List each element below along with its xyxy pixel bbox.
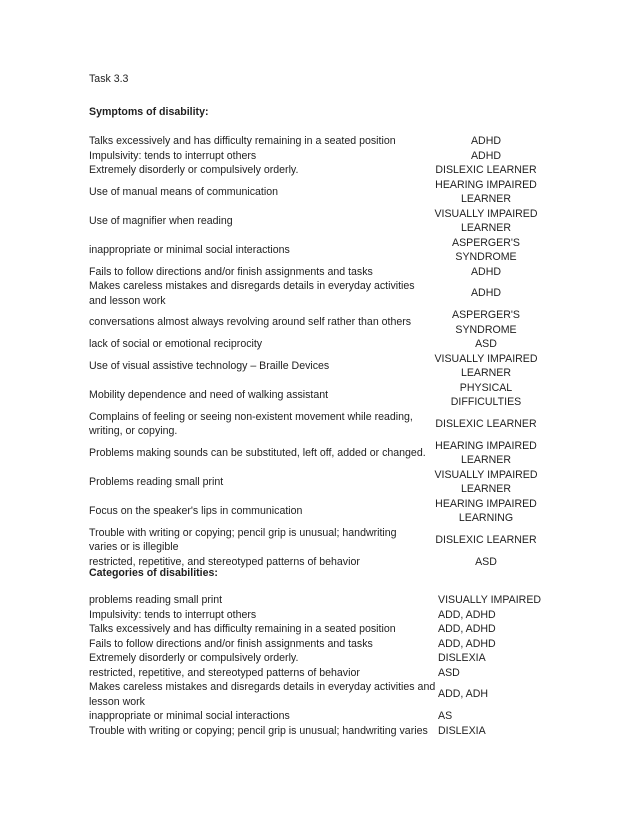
- table-row: [89, 666, 548, 681]
- category-cell: HEARING IMPAIRED LEARNING: [435, 497, 537, 524]
- category-cell: ADHD: [470, 287, 502, 300]
- category-cell: ADHD: [470, 149, 502, 162]
- category-cell: ASD: [438, 666, 460, 679]
- category-cell: PHYSICAL DIFFICULTIES: [450, 381, 522, 408]
- category-cell: ADHD: [470, 265, 502, 278]
- category-cell: DISLEXIA: [438, 724, 486, 737]
- symptom-cell: Problems making sounds can be substituted, left off, added or changed.: [89, 446, 426, 459]
- symptom-cell: restricted, repetitive, and stereotyped patterns of behavior: [89, 666, 360, 679]
- table-row: [89, 381, 545, 410]
- table-row: [89, 236, 545, 265]
- table-row: [89, 207, 545, 236]
- table-row: [89, 608, 548, 623]
- table-row: [89, 149, 545, 164]
- symptom-cell: Use of visual assistive technology – Braille Devices: [89, 359, 330, 372]
- category-cell: ADD, ADH: [438, 688, 489, 701]
- category-cell: AS: [438, 710, 453, 722]
- table-row: [89, 526, 545, 555]
- symptom-cell: Trouble with writing or copying; pencil grip is unusual; handwriting varies: [89, 724, 428, 737]
- symptom-cell: Problems reading small print: [89, 475, 224, 488]
- category-cell: VISUALLY IMPAIRED: [438, 594, 542, 606]
- table-row: [89, 134, 545, 149]
- category-cell: ASPERGER'S SYNDROME: [452, 309, 520, 336]
- table-row: [89, 337, 545, 352]
- symptom-cell: Complains of feeling or seeing non-existent movement while reading, writing, or copying.: [89, 410, 413, 437]
- table-row: [89, 308, 545, 337]
- table-row: [89, 163, 545, 178]
- symptom-cell: restricted, repetitive, and stereotyped patterns of behavior: [89, 555, 360, 568]
- table-row: [89, 279, 545, 308]
- category-cell: ADHD: [470, 135, 502, 147]
- table-row: [89, 352, 545, 381]
- table-row: [89, 637, 548, 652]
- category-cell: HEARING IMPAIRED LEARNER: [435, 178, 537, 205]
- table-row: [89, 468, 545, 497]
- category-cell: ASPERGER'S SYNDROME: [452, 236, 520, 263]
- category-cell: VISUALLY IMPAIRED LEARNER: [434, 468, 538, 495]
- symptom-cell: Focus on the speaker's lips in communication: [89, 504, 303, 517]
- table-row: [89, 265, 545, 280]
- symptom-cell: conversations almost always revolving around self rather than others: [89, 316, 412, 329]
- category-cell: DISLEXIC LEARNER: [435, 533, 537, 546]
- category-cell: ADD, ADHD: [438, 608, 496, 621]
- table-row: [89, 593, 548, 608]
- symptom-cell: Makes careless mistakes and disregards details in everyday activities and lesson work: [89, 681, 436, 708]
- symptom-cell: Trouble with writing or copying; pencil grip is unusual; handwriting varies or is illegible: [89, 526, 397, 553]
- symptom-cell: Extremely disorderly or compulsively orderly.: [89, 164, 299, 176]
- category-cell: VISUALLY IMPAIRED LEARNER: [434, 352, 538, 379]
- table-row: [89, 622, 548, 637]
- symptom-cell: Extremely disorderly or compulsively orderly.: [89, 652, 299, 664]
- symptoms-table: [89, 134, 545, 569]
- symptom-cell: Talks excessively and has difficulty remaining in a seated position: [89, 623, 396, 635]
- table-row: [89, 410, 545, 439]
- symptom-cell: problems reading small print: [89, 594, 223, 606]
- table-row: [89, 709, 548, 724]
- symptom-cell: inappropriate or minimal social interactions: [89, 243, 290, 256]
- category-cell: HEARING IMPAIRED LEARNER: [435, 439, 537, 466]
- symptom-cell: Fails to follow directions and/or finish assignments and tasks: [89, 265, 373, 278]
- table-row: [89, 651, 548, 666]
- table-row: [89, 724, 548, 739]
- symptom-cell: Fails to follow directions and/or finish assignments and tasks: [89, 637, 373, 650]
- table-row: [89, 178, 545, 207]
- category-cell: DISLEXIC LEARNER: [435, 164, 537, 176]
- symptom-cell: inappropriate or minimal social interactions: [89, 710, 290, 722]
- symptoms-heading: Symptoms of disability:: [89, 106, 209, 118]
- category-cell: VISUALLY IMPAIRED LEARNER: [434, 207, 538, 234]
- category-cell: ADD, ADHD: [438, 623, 496, 635]
- category-cell: DISLEXIA: [438, 652, 486, 664]
- table-row: [89, 497, 545, 526]
- symptom-cell: Mobility dependence and need of walking assistant: [89, 388, 329, 401]
- symptom-cell: Use of manual means of communication: [89, 185, 279, 198]
- symptom-cell: Impulsivity: tends to interrupt others: [89, 149, 257, 162]
- symptom-cell: Talks excessively and has difficulty remaining in a seated position: [89, 135, 396, 147]
- categories-heading: Categories of disabilities:: [89, 567, 218, 579]
- table-row: [89, 439, 545, 468]
- symptom-cell: Impulsivity: tends to interrupt others: [89, 608, 257, 621]
- symptom-cell: Use of magnifier when reading: [89, 214, 233, 227]
- category-cell: ASD: [475, 338, 497, 350]
- table-row: [89, 680, 548, 709]
- category-cell: ASD: [475, 555, 497, 568]
- symptom-cell: lack of social or emotional reciprocity: [89, 338, 263, 350]
- task-title: Task 3.3: [89, 73, 129, 85]
- symptom-cell: Makes careless mistakes and disregards details in everyday activities and lesson work: [89, 280, 415, 307]
- category-cell: ADD, ADHD: [438, 637, 496, 650]
- category-cell: DISLEXIC LEARNER: [435, 417, 537, 430]
- categories-table: [89, 593, 548, 738]
